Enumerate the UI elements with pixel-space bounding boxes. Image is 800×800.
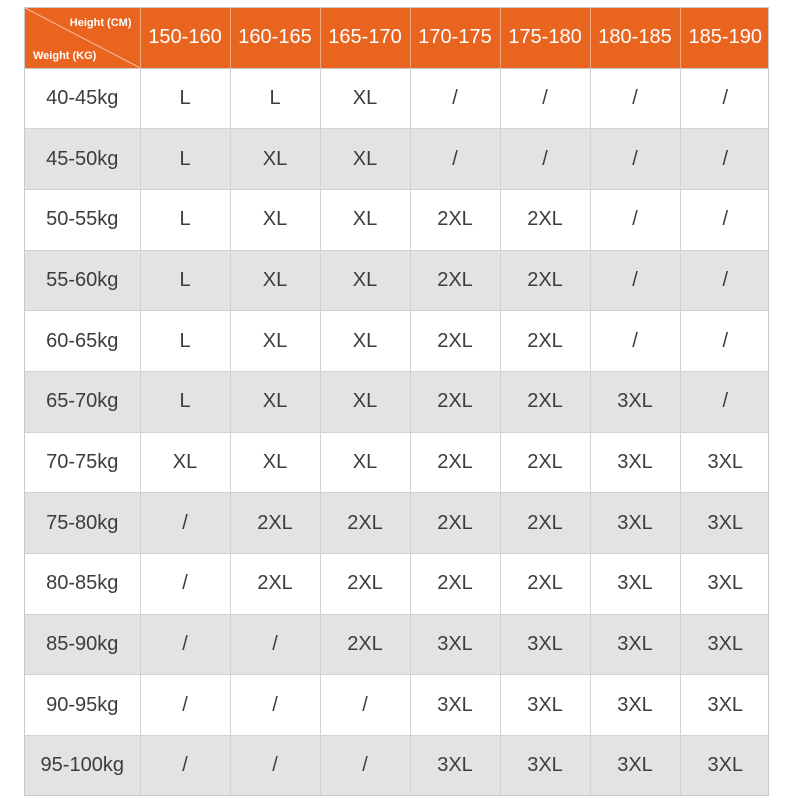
size-cell: 2XL <box>410 371 500 432</box>
size-cell: XL <box>140 432 230 493</box>
weight-row-label: 65-70kg <box>25 371 140 432</box>
size-cell: 2XL <box>500 311 590 372</box>
height-column-header: 170-175 <box>410 8 500 68</box>
size-cell: 2XL <box>320 554 410 615</box>
table-row <box>25 129 769 190</box>
table-body <box>25 68 769 796</box>
size-cell: / <box>500 129 590 190</box>
size-cell: 3XL <box>680 554 769 615</box>
size-cell: 2XL <box>230 554 320 615</box>
size-cell: 3XL <box>410 675 500 736</box>
size-cell: / <box>590 68 680 129</box>
size-cell: 2XL <box>410 432 500 493</box>
size-cell: 2XL <box>410 250 500 311</box>
corner-header-cell <box>25 8 140 68</box>
size-cell: / <box>320 675 410 736</box>
size-cell: / <box>140 493 230 554</box>
size-cell: L <box>140 68 230 129</box>
weight-row-label: 55-60kg <box>25 250 140 311</box>
table-row <box>25 371 769 432</box>
size-cell: / <box>410 68 500 129</box>
size-cell: 3XL <box>500 614 590 675</box>
size-cell: / <box>320 736 410 796</box>
table-row <box>25 250 769 311</box>
size-cell: 2XL <box>500 371 590 432</box>
size-cell: / <box>140 554 230 615</box>
weight-row-label: 75-80kg <box>25 493 140 554</box>
table-row <box>25 189 769 250</box>
size-cell: 2XL <box>500 189 590 250</box>
size-cell: 3XL <box>590 675 680 736</box>
size-cell: XL <box>320 311 410 372</box>
weight-row-label: 80-85kg <box>25 554 140 615</box>
size-cell: 3XL <box>590 493 680 554</box>
size-cell: / <box>590 311 680 372</box>
size-cell: L <box>140 129 230 190</box>
size-cell: 3XL <box>590 554 680 615</box>
table-row <box>25 432 769 493</box>
size-cell: 2XL <box>500 554 590 615</box>
size-cell: / <box>680 250 769 311</box>
size-cell: 2XL <box>320 614 410 675</box>
height-column-header: 160-165 <box>230 8 320 68</box>
size-cell: / <box>680 129 769 190</box>
size-cell: XL <box>320 129 410 190</box>
size-cell: / <box>500 68 590 129</box>
weight-row-label: 70-75kg <box>25 432 140 493</box>
size-cell: 2XL <box>500 493 590 554</box>
size-cell: L <box>140 371 230 432</box>
height-column-header: 150-160 <box>140 8 230 68</box>
size-cell: / <box>410 129 500 190</box>
size-cell: 2XL <box>500 250 590 311</box>
size-cell: 2XL <box>500 432 590 493</box>
size-cell: 3XL <box>680 675 769 736</box>
size-cell: 2XL <box>410 311 500 372</box>
size-cell: 3XL <box>590 614 680 675</box>
size-cell: 2XL <box>410 189 500 250</box>
size-cell: 3XL <box>680 493 769 554</box>
size-cell: / <box>230 675 320 736</box>
size-cell: / <box>590 189 680 250</box>
size-cell: / <box>680 311 769 372</box>
size-cell: XL <box>320 250 410 311</box>
weight-row-label: 85-90kg <box>25 614 140 675</box>
size-cell: L <box>140 250 230 311</box>
size-cell: / <box>140 736 230 796</box>
size-cell: 3XL <box>590 736 680 796</box>
size-cell: / <box>230 614 320 675</box>
size-cell: XL <box>230 311 320 372</box>
table-row <box>25 675 769 736</box>
size-cell: XL <box>320 432 410 493</box>
size-cell: 2XL <box>410 554 500 615</box>
size-cell: XL <box>230 129 320 190</box>
size-cell: XL <box>230 371 320 432</box>
size-cell: / <box>680 371 769 432</box>
table-row <box>25 554 769 615</box>
size-cell: 3XL <box>590 432 680 493</box>
height-axis-label: Height (CM) <box>69 17 132 29</box>
weight-row-label: 40-45kg <box>25 68 140 129</box>
table-row <box>25 614 769 675</box>
weight-axis-label: Weight (KG) <box>33 49 97 62</box>
weight-row-label: 50-55kg <box>25 189 140 250</box>
size-cell: 2XL <box>230 493 320 554</box>
size-cell: L <box>140 189 230 250</box>
size-cell: XL <box>320 371 410 432</box>
header-row <box>25 8 769 68</box>
table-row <box>25 68 769 129</box>
size-cell: 3XL <box>500 736 590 796</box>
weight-row-label: 95-100kg <box>25 736 140 796</box>
height-column-header: 180-185 <box>590 8 680 68</box>
size-cell: 2XL <box>410 493 500 554</box>
size-cell: / <box>680 189 769 250</box>
size-cell: L <box>140 311 230 372</box>
size-cell: 3XL <box>680 614 769 675</box>
size-chart <box>24 7 769 796</box>
size-cell: / <box>680 68 769 129</box>
table-row <box>25 493 769 554</box>
size-cell: XL <box>320 189 410 250</box>
weight-row-label: 90-95kg <box>25 675 140 736</box>
size-cell: / <box>590 250 680 311</box>
size-cell: L <box>230 68 320 129</box>
size-cell: 3XL <box>680 736 769 796</box>
weight-row-label: 60-65kg <box>25 311 140 372</box>
size-cell: 3XL <box>590 371 680 432</box>
size-cell: XL <box>230 432 320 493</box>
size-cell: 3XL <box>500 675 590 736</box>
size-cell: XL <box>320 68 410 129</box>
size-cell: / <box>140 675 230 736</box>
weight-row-label: 45-50kg <box>25 129 140 190</box>
table-row <box>25 311 769 372</box>
height-column-header: 175-180 <box>500 8 590 68</box>
size-cell: / <box>590 129 680 190</box>
size-cell: 3XL <box>680 432 769 493</box>
size-cell: 2XL <box>320 493 410 554</box>
size-cell: 3XL <box>410 736 500 796</box>
height-column-header: 165-170 <box>320 8 410 68</box>
size-cell: 3XL <box>410 614 500 675</box>
height-column-header: 185-190 <box>680 8 769 68</box>
size-cell: / <box>140 614 230 675</box>
size-cell: XL <box>230 250 320 311</box>
size-table <box>25 8 769 796</box>
size-cell: / <box>230 736 320 796</box>
table-row <box>25 736 769 796</box>
size-cell: XL <box>230 189 320 250</box>
